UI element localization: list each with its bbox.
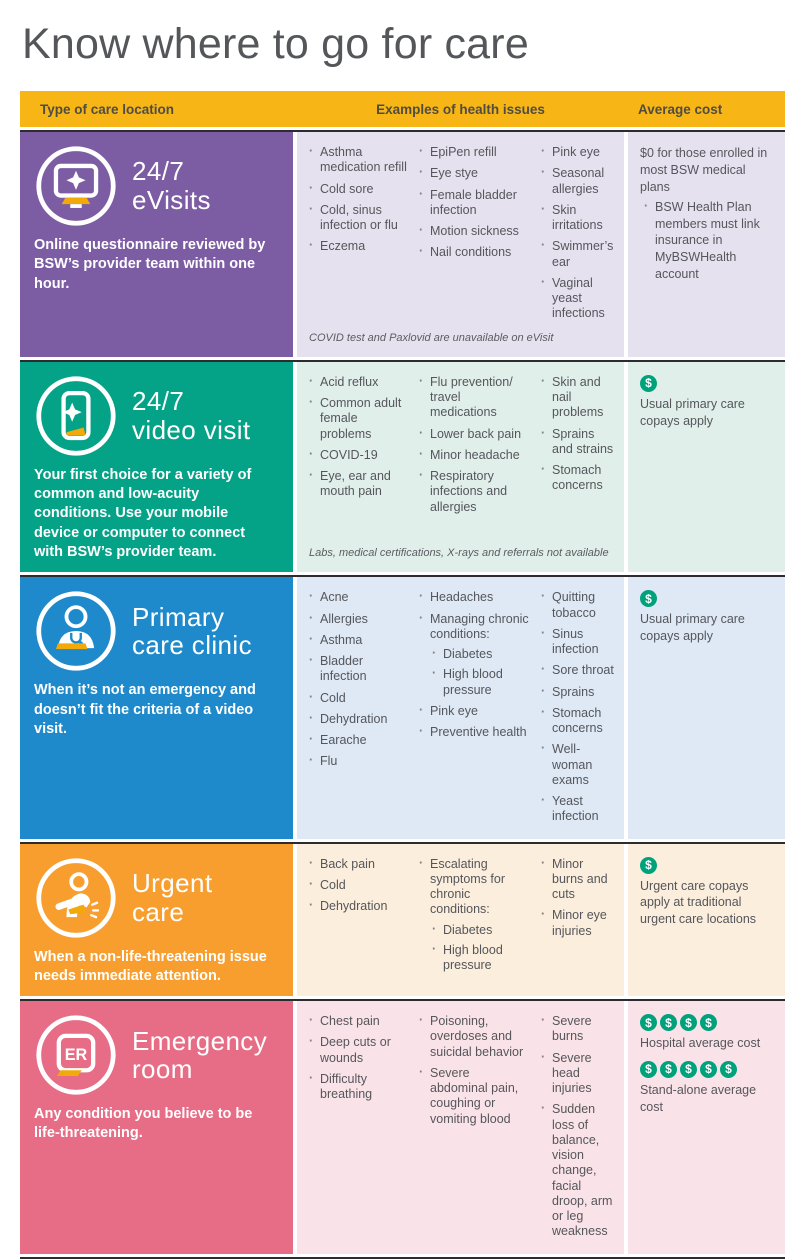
issues-column-3 xyxy=(539,145,616,328)
dollar-icons xyxy=(640,857,775,874)
issues-columns xyxy=(307,375,616,543)
issue-item: · Sprains xyxy=(539,685,616,700)
dollar-icon: $ xyxy=(640,590,657,607)
location-description: When it’s not an emergency and doesn’t fit the criteria of a video visit. xyxy=(34,682,256,737)
cost-cell xyxy=(628,844,785,997)
issue-subitem: · High blood pressure xyxy=(431,667,530,698)
issues-column-1 xyxy=(307,590,408,830)
issue-item: · Cold, sinus infection or flu xyxy=(307,203,408,234)
doctor-icon xyxy=(34,589,118,673)
issue-item: · Skin and nail problems xyxy=(539,375,616,421)
cost-cell xyxy=(628,577,785,838)
issue-item: · Bladder infection xyxy=(307,654,408,685)
location-title-line2: eVisits xyxy=(132,185,211,215)
issue-item: · Motion sickness xyxy=(417,224,530,239)
issue-item: · Vaginal yeast infections xyxy=(539,276,616,322)
issue-item: · Yeast infection xyxy=(539,794,616,825)
issue-item: · Eczema xyxy=(307,239,408,254)
dollar-icon: $ xyxy=(720,1061,737,1078)
dollar-icon: $ xyxy=(640,1014,657,1031)
issue-item: · Well-woman exams xyxy=(539,742,616,788)
location-cell xyxy=(20,362,293,572)
location-header xyxy=(34,374,281,458)
svg-text:ER: ER xyxy=(64,1045,88,1064)
issues-cell xyxy=(297,844,624,997)
issue-item: · Acid reflux xyxy=(307,375,408,390)
issue-item: · Seasonal allergies xyxy=(539,166,616,197)
cost-intro: $0 for those enrolled in most BSW medical plans xyxy=(640,146,768,194)
issue-subitem: · High blood pressure xyxy=(431,943,530,974)
issue-item: · Skin irritations xyxy=(539,203,616,234)
location-title xyxy=(132,1027,267,1084)
issue-item: · Allergies xyxy=(307,612,408,627)
location-header xyxy=(34,1013,281,1097)
issue-item: · Cold xyxy=(307,878,408,893)
issue-item: · Common adult female problems xyxy=(307,396,408,442)
issue-item: · Managing chronic conditions: · Diabetes · High blood pressure xyxy=(417,612,530,698)
issues-column-2 xyxy=(417,590,530,830)
care-row-urgent-care xyxy=(20,842,785,997)
location-title-line1: Emergency xyxy=(132,1025,268,1056)
issues-column-3 xyxy=(539,857,616,989)
issue-item: · EpiPen refill xyxy=(417,145,530,160)
page-title: Know where to go for care xyxy=(22,20,529,68)
header-type-of-care: Type of care location xyxy=(40,101,175,117)
location-description: Your first choice for a variety of common and low-acuity conditions. Use your mobile device or computer to connect with BSW’s provider team. xyxy=(34,466,252,561)
location-title xyxy=(132,869,212,926)
issues-cell xyxy=(297,1001,624,1254)
issue-item: · Lower back pain xyxy=(417,427,530,442)
header-average-cost: Average cost xyxy=(638,101,723,117)
location-cell xyxy=(20,844,293,997)
issue-item: · Back pain xyxy=(307,857,408,872)
location-description: Online questionnaire reviewed by BSW’s provider team within one hour. xyxy=(34,237,266,292)
issue-item: · Stomach concerns xyxy=(539,706,616,737)
cost-label: Usual primary care copays apply xyxy=(640,396,745,428)
cost-cell xyxy=(628,1001,785,1254)
issue-item: · Cold sore xyxy=(307,182,408,197)
dollar-icon: $ xyxy=(660,1014,677,1031)
location-header xyxy=(34,144,281,228)
issues-column-1 xyxy=(307,375,408,543)
issue-item: · Flu prevention/ travel medications xyxy=(417,375,530,421)
issues-column-3 xyxy=(539,590,616,830)
location-title-line2: care clinic xyxy=(132,630,252,661)
issue-item: · Headaches xyxy=(417,590,530,605)
location-title-line1: Urgent xyxy=(132,867,213,898)
cost-group xyxy=(640,1061,775,1116)
location-title-line1: Primary xyxy=(132,601,225,632)
cost-label: Urgent care copays apply at traditional urgent care locations xyxy=(640,878,757,927)
issue-item: · Sore throat xyxy=(539,663,616,678)
location-title xyxy=(132,157,211,214)
issue-item: · Sudden loss of balance, vision change, facial droop, arm or leg weakness xyxy=(539,1102,616,1239)
issue-item: · Respiratory infections and allergies xyxy=(417,469,530,515)
dollar-icons xyxy=(640,1061,775,1078)
issue-item: · Severe burns xyxy=(539,1014,616,1045)
issue-item: · Poisoning, overdoses and suicidal behavior xyxy=(417,1014,530,1060)
care-rows xyxy=(20,130,785,1254)
issue-sublist xyxy=(430,647,530,698)
location-title-line2: care xyxy=(132,896,185,927)
issue-subitem: · Diabetes xyxy=(431,647,530,662)
cost-bullet-item: · BSW Health Plan members must link insurance in MyBSWHealth account xyxy=(640,199,775,283)
issue-item: · Sinus infection xyxy=(539,627,616,658)
cost-group xyxy=(640,590,775,645)
dollar-icons xyxy=(640,1014,775,1031)
cost-group xyxy=(640,375,775,430)
issue-item: · Asthma medication refill xyxy=(307,145,408,176)
issues-columns xyxy=(307,1014,616,1246)
issue-item: · COVID-19 xyxy=(307,448,408,463)
issue-item: · Swimmer’s ear xyxy=(539,239,616,270)
cost-cell xyxy=(628,132,785,357)
issues-footnote: COVID test and Paxlovid are unavailable on eVisit xyxy=(309,331,554,344)
issues-column-1 xyxy=(307,857,408,989)
dollar-icons xyxy=(640,375,775,392)
issue-item: · Flu xyxy=(307,754,408,769)
dollar-icon: $ xyxy=(700,1061,717,1078)
cost-label: Hospital average cost xyxy=(640,1036,761,1051)
issue-item: · Stomach concerns xyxy=(539,463,616,494)
dollar-icon: $ xyxy=(660,1061,677,1078)
dollar-icon: $ xyxy=(680,1014,697,1031)
issues-cell xyxy=(297,362,624,572)
location-header xyxy=(34,856,281,940)
issues-column-3 xyxy=(539,375,616,543)
location-description: Any condition you believe to be life-threatening. xyxy=(34,1106,253,1142)
issue-subitem: · Diabetes xyxy=(431,923,530,938)
issue-item: · Chest pain xyxy=(307,1014,408,1029)
location-title-line1: 24/7 xyxy=(132,156,185,187)
cost-label: Stand-alone average cost xyxy=(640,1083,757,1114)
issues-column-2 xyxy=(417,375,530,543)
issue-item: · Cold xyxy=(307,691,408,706)
issue-item: · Pink eye xyxy=(417,704,530,719)
issue-item: · Eye, ear and mouth pain xyxy=(307,469,408,500)
care-row-primary-care-clinic xyxy=(20,575,785,838)
issues-columns xyxy=(307,590,616,830)
location-title-line2: video visit xyxy=(132,414,251,445)
issues-column-1 xyxy=(307,145,408,328)
issue-item: · Preventive health xyxy=(417,725,530,740)
issue-item: · Minor eye injuries xyxy=(539,908,616,939)
cost-cell xyxy=(628,362,785,572)
issues-cell xyxy=(297,132,624,357)
issue-item: · Female bladder infection xyxy=(417,188,530,219)
header-examples: Examples of health issues xyxy=(376,101,545,117)
issue-item: · Acne xyxy=(307,590,408,605)
table-header xyxy=(20,91,785,127)
care-row-emergency-room xyxy=(20,999,785,1254)
issues-column-2 xyxy=(417,857,530,989)
dollar-icon: $ xyxy=(680,1061,697,1078)
location-cell xyxy=(20,132,293,357)
location-title-line1: 24/7 xyxy=(132,386,185,417)
care-row-evisits xyxy=(20,130,785,357)
issue-item: · Eye stye xyxy=(417,166,530,181)
issue-item: · Severe abdominal pain, coughing or vomiting blood xyxy=(417,1066,530,1127)
location-title xyxy=(132,603,252,660)
issues-column-3 xyxy=(539,1014,616,1246)
care-table xyxy=(20,91,785,1259)
location-title xyxy=(132,387,251,444)
cost-group xyxy=(640,857,775,929)
issue-item: · Difficulty breathing xyxy=(307,1072,408,1103)
phone-cross-icon xyxy=(34,374,118,458)
issues-columns xyxy=(307,145,616,328)
issue-item: · Escalating symptoms for chronic conditions: · Diabetes · High blood pressure xyxy=(417,857,530,974)
location-cell xyxy=(20,1001,293,1254)
care-row-video-visit xyxy=(20,360,785,572)
issues-columns xyxy=(307,857,616,989)
issue-item: · Dehydration xyxy=(307,712,408,727)
cost-label: Usual primary care copays apply xyxy=(640,612,745,644)
issue-item: · Quitting tobacco xyxy=(539,590,616,621)
dollar-icon: $ xyxy=(700,1014,717,1031)
issue-item: · Deep cuts or wounds xyxy=(307,1035,408,1066)
urgent-person-icon xyxy=(34,856,118,940)
dollar-icon: $ xyxy=(640,1061,657,1078)
issue-item: · Asthma xyxy=(307,633,408,648)
location-title-line2: room xyxy=(132,1054,193,1085)
location-cell xyxy=(20,577,293,838)
issue-item: · Nail conditions xyxy=(417,245,530,260)
issues-footnote: Labs, medical certifications, X-rays and referrals not available xyxy=(309,546,609,559)
issue-sublist xyxy=(430,923,530,974)
dollar-icons xyxy=(640,590,775,607)
cost-bullets xyxy=(640,199,775,283)
issue-item: · Minor burns and cuts xyxy=(539,857,616,903)
issue-item: · Earache xyxy=(307,733,408,748)
cost-group xyxy=(640,1014,775,1052)
issue-item: · Pink eye xyxy=(539,145,616,160)
monitor-cross-icon xyxy=(34,144,118,228)
location-header xyxy=(34,589,281,673)
er-badge-icon xyxy=(34,1013,118,1097)
issues-column-1 xyxy=(307,1014,408,1246)
issues-cell xyxy=(297,577,624,838)
dollar-icon: $ xyxy=(640,857,657,874)
location-description: When a non-life-threatening issue needs immediate attention. xyxy=(34,948,267,984)
issue-item: · Severe head injuries xyxy=(539,1051,616,1097)
issue-item: · Sprains and strains xyxy=(539,427,616,458)
issues-column-2 xyxy=(417,145,530,328)
issue-item: · Dehydration xyxy=(307,899,408,914)
issue-item: · Minor headache xyxy=(417,448,530,463)
issues-column-2 xyxy=(417,1014,530,1246)
dollar-icon: $ xyxy=(640,375,657,392)
